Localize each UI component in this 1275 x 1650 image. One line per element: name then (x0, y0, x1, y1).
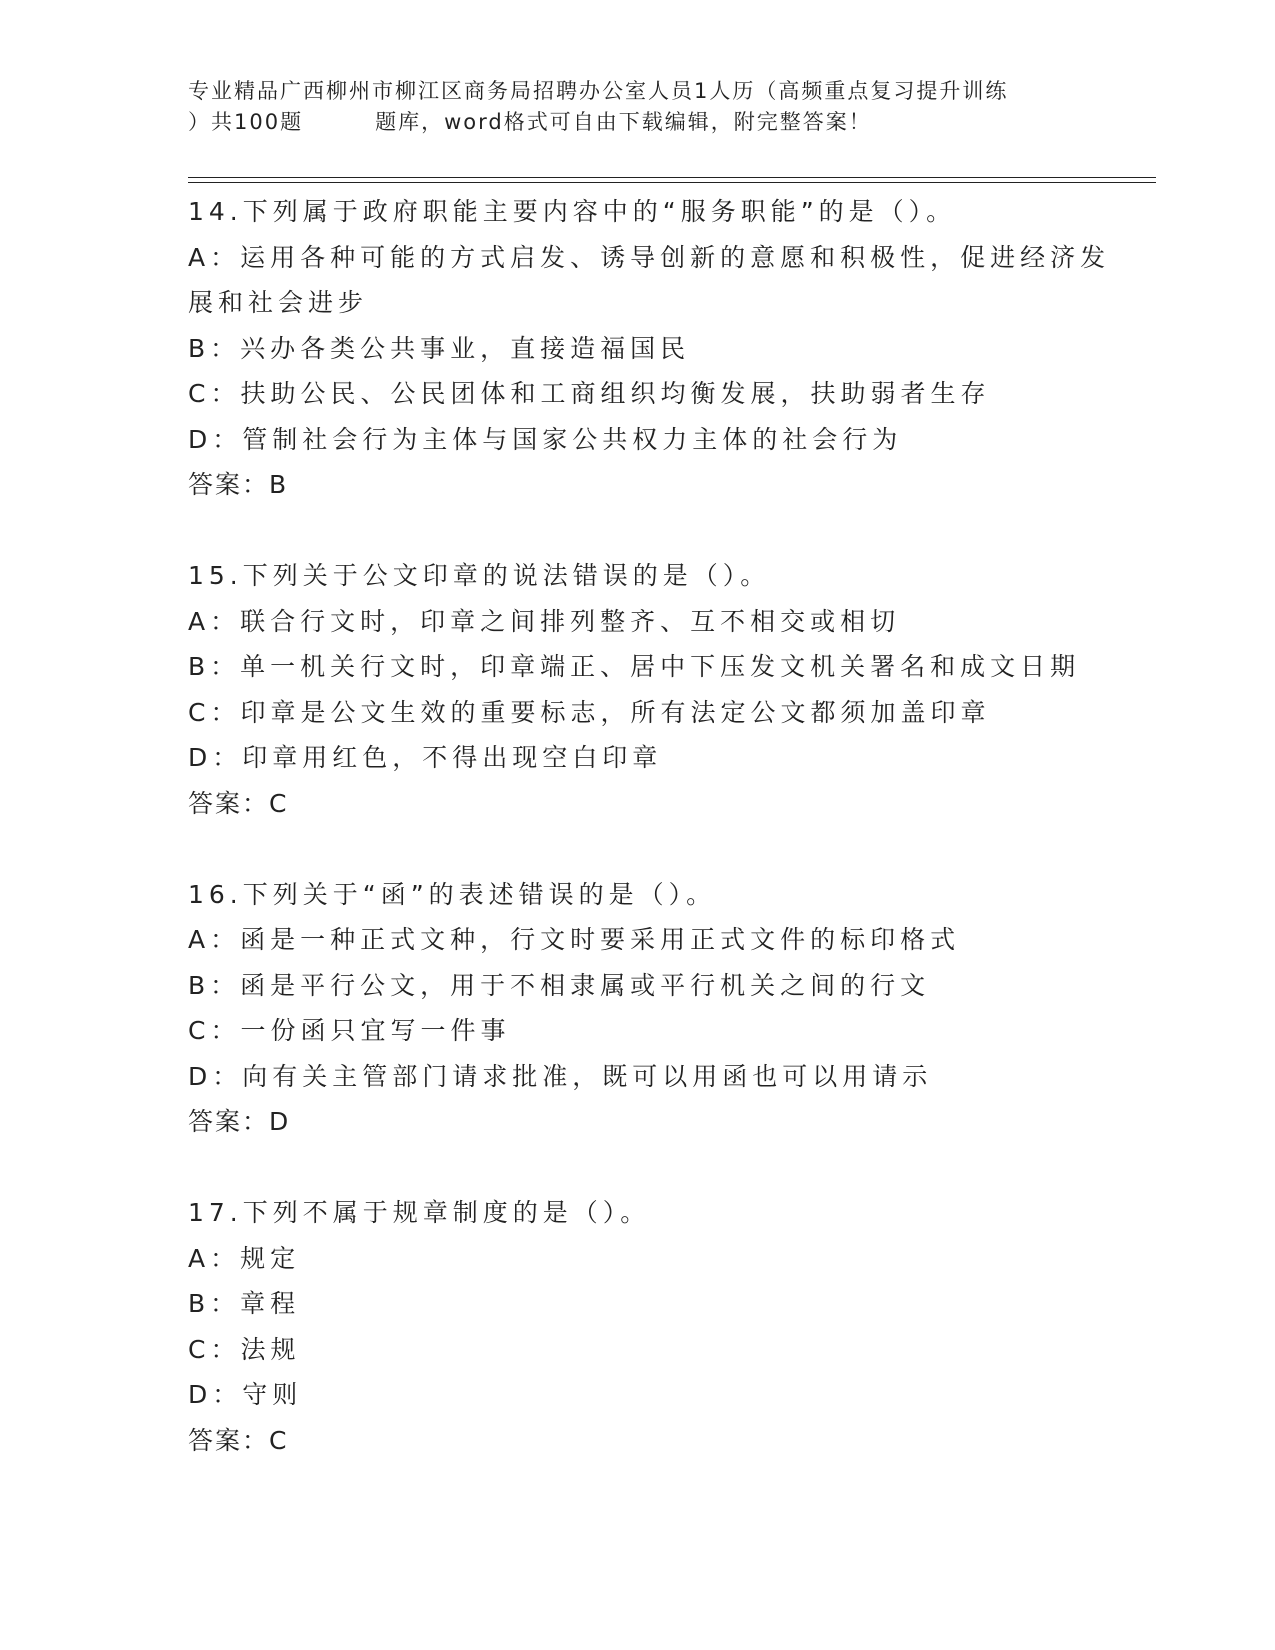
question-option: B：函是平行公文，用于不相隶属或平行机关之间的行文 (188, 970, 931, 1000)
question-answer: 答案：C (188, 1425, 289, 1455)
header-line-2-left: ）共100题 (188, 110, 304, 134)
question-option: C：一份函只宜写一件事 (188, 1016, 511, 1045)
question-stem: 15.下列关于公文印章的说法错误的是（）。 (188, 561, 771, 590)
question-option: A：联合行文时，印章之间排列整齐、互不相交或相切 (188, 606, 901, 636)
question-stem: 17.下列不属于规章制度的是（）。 (188, 1198, 651, 1227)
question-item (188, 553, 1088, 826)
question-stem: 16.下列关于“函”的表述错误的是（）。 (188, 879, 717, 909)
question-list (188, 189, 1111, 1463)
question-option: D：管制社会行为主体与国家公共权力主体的社会行为 (188, 424, 903, 454)
question-option: B：单一机关行文时，印章端正、居中下压发文机关署名和成文日期 (188, 652, 1081, 681)
question-option: B：兴办各类公共事业，直接造福国民 (188, 333, 691, 363)
document-header (188, 76, 1088, 138)
question-option: D：向有关主管部门请求批准，既可以用函也可以用请示 (188, 1061, 933, 1091)
header-divider-bottom (188, 182, 1156, 183)
question-item (188, 1190, 1088, 1463)
question-stem: 14.下列属于政府职能主要内容中的“服务职能”的是（）。 (188, 197, 957, 226)
question-item (188, 872, 1088, 1145)
question-option: A：运用各种可能的方式启发、诱导创新的意愿和积极性，促进经济发 (188, 242, 1111, 272)
question-item (188, 189, 1111, 508)
question-option: C：扶助公民、公民团体和工商组织均衡发展，扶助弱者生存 (188, 379, 991, 408)
question-option: D：印章用红色，不得出现空白印章 (188, 743, 663, 772)
question-answer: 答案：D (188, 1107, 291, 1136)
question-option: C：法规 (188, 1334, 301, 1364)
header-divider-top (188, 177, 1156, 178)
question-option: A：规定 (188, 1243, 301, 1273)
header-line-2 (188, 107, 1088, 138)
question-option: C：印章是公文生效的重要标志，所有法定公文都须加盖印章 (188, 697, 991, 727)
question-option: D：守则 (188, 1380, 303, 1409)
question-option: A：函是一种正式文种，行文时要采用正式文件的标印格式 (188, 925, 961, 954)
header-line-2-right: 题库，word格式可自由下载编辑，附完整答案！ (375, 110, 872, 134)
header-line-1: 专业精品广西柳州市柳江区商务局招聘办公室人员1人历（高频重点复习提升训练 (188, 79, 1009, 103)
question-answer: 答案：C (188, 788, 289, 818)
question-option: 展和社会进步 (188, 288, 369, 317)
question-option: B：章程 (188, 1289, 301, 1318)
question-answer: 答案：B (188, 470, 289, 499)
